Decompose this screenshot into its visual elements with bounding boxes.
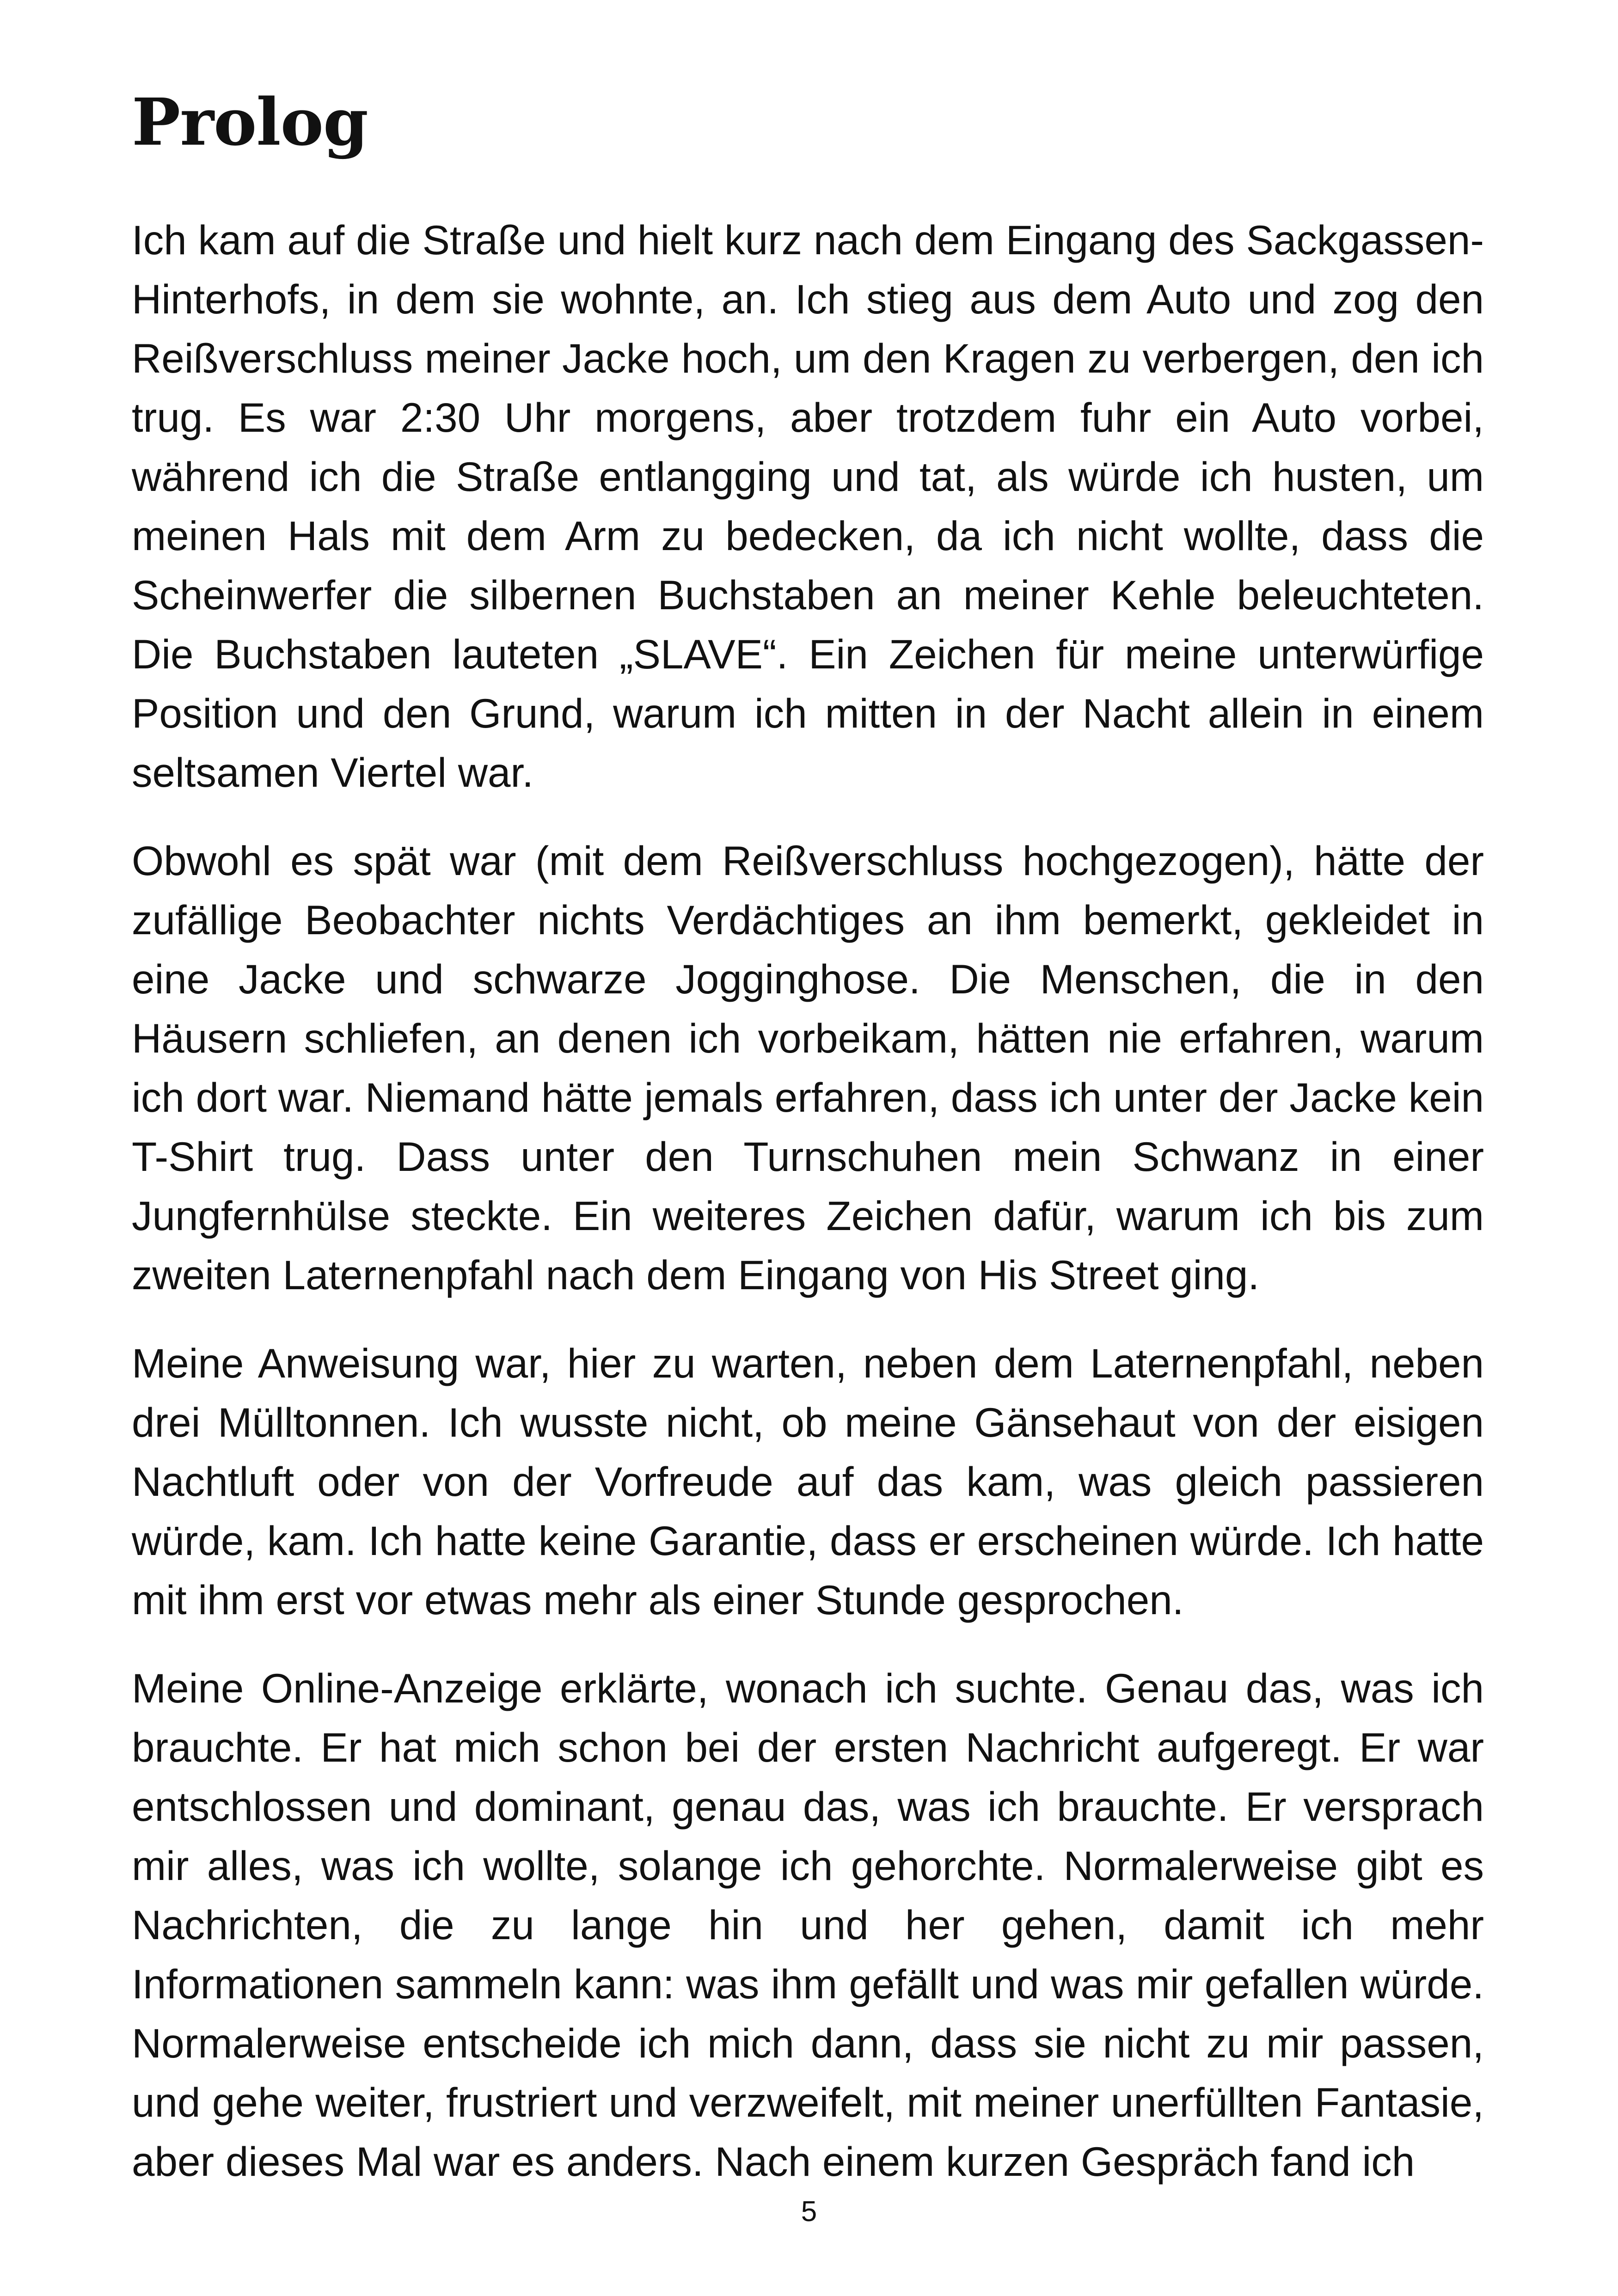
page-number: 5 xyxy=(801,2196,817,2228)
paragraph: Meine Online-Anzeige erklärte, wonach ich suchte. Genau das, was ich brauchte. Er hat mich schon bei der ersten Nachricht aufgeregt. Er war entschlossen und dominant, genau das, was ich brauchte. Er versprach mir alles, was ich wollte, solange ich gehorchte. Normalerweise gibt es Nachrichten, die zu lange hin und her gehen, damit ich mehr Informationen sammeln kann: was ihm gefällt und was mir gefallen würde. Normalerweise entscheide ich mich dann, dass sie nicht zu mir passen, und gehe weiter, frustriert und verzweifelt, mit meiner unerfüllten Fantasie, aber dieses Mal war es anders. Nach einem kurzen Gespräch fand ich xyxy=(132,1665,1484,2185)
paragraph: Obwohl es spät war (mit dem Reißverschluss hochgezogen), hätte der zufällige Beobachter nichts Verdächtiges an ihm bemerkt, gekleidet in eine Jacke und schwarze Jogginghose. Die Menschen, die in den Häusern schliefen, an denen ich vorbeikam, hätten nie erfahren, warum ich dort war. Niemand hätte jemals erfahren, dass ich unter der Jacke kein T-Shirt trug. Dass unter den Turnschuhen mein Schwanz in einer Jungfernhülse steckte. Ein weiteres Zeichen dafür, warum ich bis zum zweiten Laternenpfahl nach dem Eingang von His Street ging. xyxy=(132,838,1484,1298)
body-text xyxy=(132,210,1484,2220)
paragraph: Ich kam auf die Straße und hielt kurz nach dem Eingang des Sackgassen-Hinterhofs, in dem sie wohnte, an. Ich stieg aus dem Auto und zog den Reißverschluss meiner Jacke hoch, um den Kragen zu verbergen, den ich trug. Es war 2:30 Uhr morgens, aber trotzdem fuhr ein Auto vorbei, während ich die Straße entlangging und tat, als würde ich husten, um meinen Hals mit dem Arm zu bedecken, da ich nicht wollte, dass die Scheinwerfer die silbernen Buchstaben an meiner Kehle beleuchteten. Die Buchstaben lauteten „SLAVE“. Ein Zeichen für meine unterwürfige Position und den Grund, warum ich mitten in der Nacht allein in einem seltsamen Viertel war. xyxy=(132,217,1484,796)
chapter-title: Prolog xyxy=(132,85,368,160)
paragraph: Meine Anweisung war, hier zu warten, neben dem Laternenpfahl, neben drei Mülltonnen. Ich wusste nicht, ob meine Gänsehaut von der eisigen Nachtluft oder von der Vorfreude auf das kam, was gleich passieren würde, kam. Ich hatte keine Garantie, dass er erscheinen würde. Ich hatte mit ihm erst vor etwas mehr als einer Stunde gesprochen. xyxy=(132,1340,1484,1623)
